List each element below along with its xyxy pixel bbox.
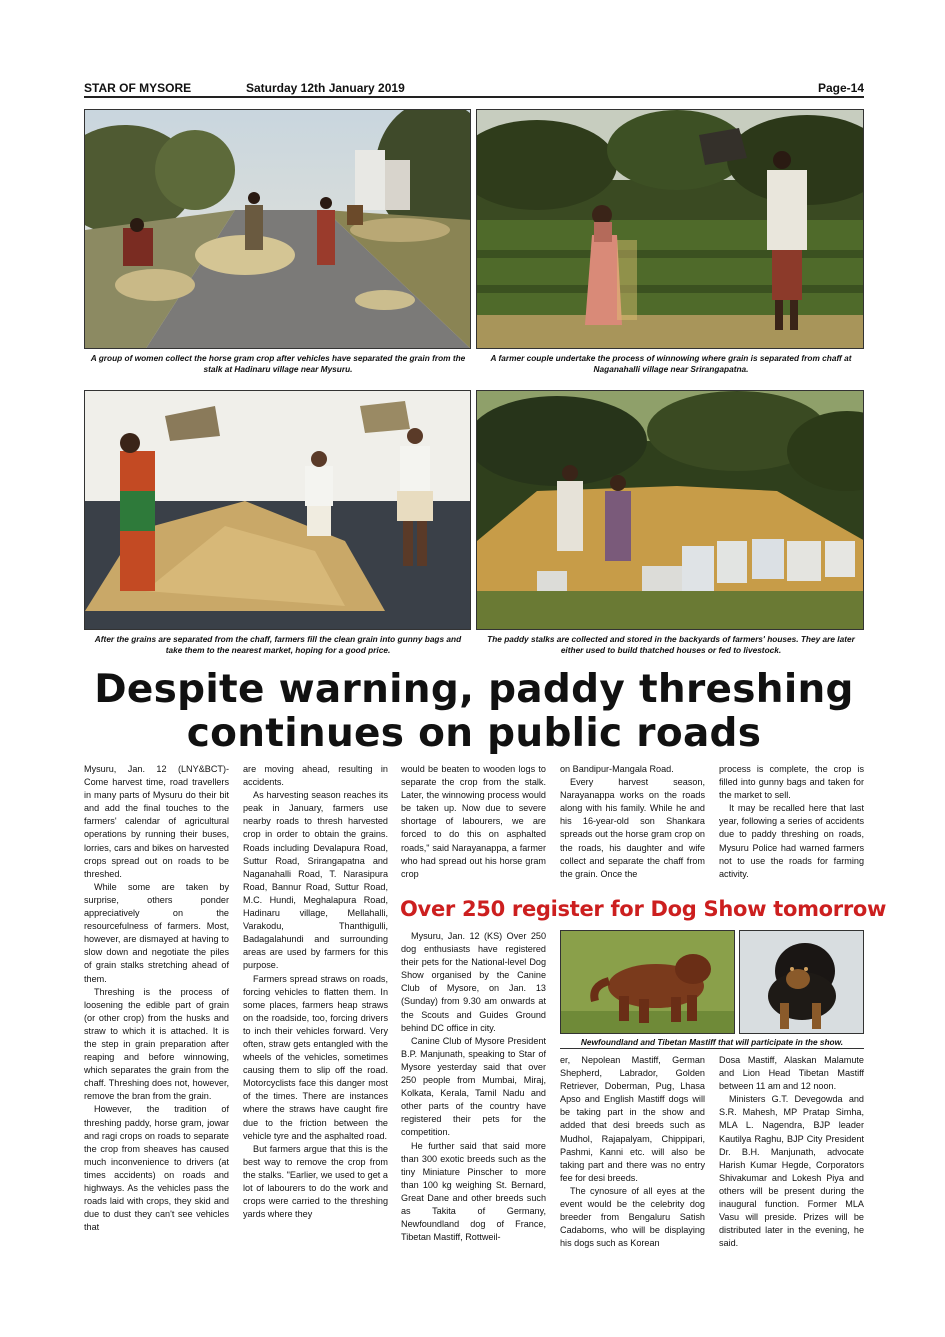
paragraph: er, Nepolean Mastiff, German Shepherd, Labrador, Golden Retriever, Doberman, Pug, Lhasa Apso and English Mastiff dogs will be taking part in the show and added that desi breeds such as Mudhol, Rajapalyam, Chippipari, Pashmi, Kanni etc. will also be taking part and there was no entry fee for desi breeds. (560, 1055, 705, 1183)
dog-article-column-1 (401, 930, 546, 1244)
paragraph: It may be recalled here that last year, following a series of accidents due to paddy threshing on roads, Mysuru Police had warned farmers not to use the roads for farming activity. (719, 803, 864, 879)
photo-caption-4: The paddy stalks are collected and stored in the backyards of farmers' houses. They are later either used to build thatched houses or fed to livestock. (487, 634, 855, 655)
dog-article-column-2 (560, 1054, 705, 1250)
paragraph: on Bandipur-Mangala Road. (560, 764, 674, 774)
caption-divider (560, 1048, 864, 1049)
dog-article-column-3 (719, 1054, 864, 1250)
photo-tibetan-mastiff (739, 930, 864, 1034)
masthead (84, 80, 864, 98)
article-column-4 (560, 763, 705, 881)
paragraph: He further said that said more than 300 exotic breeds such as the tiny Miniature Pinscher to more than 100 kg weighing St. Bernard, Great Dane and other breeds such as Takita of Germany, Newfoundland dog of France, Tibetan Mastiff, Rottweil- (401, 1140, 546, 1243)
paragraph: would be beaten to wooden logs to separate the crop from the stalk. Later, the winnowing process would be taken up. Now due to severe shortage of labourers, we are forced to do this on asphalted roads," said Narayanappa, a farmer who had spread out his horse gram crop (401, 764, 546, 879)
issue-date: Saturday 12th January 2019 (246, 81, 405, 95)
paragraph: However, the tradition of threshing paddy, horse gram, jowar and ragi crops on roads to separate the crop from sheaves has caused much inconvenience to drivers (at times accidents) on roads and highways. As the vehicles pass the roads laid with crops, they skid and due to dust they can't see vehicles that (84, 1104, 229, 1233)
article-column-5 (719, 763, 864, 881)
paragraph: are moving ahead, resulting in accidents. (243, 764, 388, 788)
article-headline: Despite warning, paddy threshing continues on public roads (94, 667, 854, 756)
article-column-1 (84, 763, 229, 1234)
photo-caption-2: A farmer couple undertake the process of winnowing where grain is separated from chaff at Naganahalli village near Srirangapatna. (490, 353, 852, 374)
paragraph: process is complete, the crop is filled into gunny bags and taken for the market to sell. (719, 764, 864, 801)
photo-winnowing-couple (476, 109, 864, 349)
paragraph: Mysuru, Jan. 12 (KS) Over 250 dog enthusiasts have registered their pets for the National-level Dog Show organised by the Canine Club of Mysore, on Jan. 13 (Sunday) from 9.30 am onwards at the Scouts and Guides Ground behind DC office in city. (401, 931, 546, 1033)
paragraph: Every harvest season, Narayanappa works on the roads along with his family. While he and his 16-year-old son Shankara spreads out the horse gram crop on the roads, his daughter and wife collect and separate the chaff from the grain. Once the (560, 777, 705, 879)
paragraph: Mysuru, Jan. 12 (LNY&BCT)- Come harvest time, road travellers in many parts of Mysuru do their bit and add the final touches to the farmers' calendar of agricultural operations by running their buses, lorries, cars and bikes on harvested crops spread out on roads to be threshed. (84, 764, 229, 879)
photo-caption-1: A group of women collect the horse gram crop after vehicles have separated the grain from the stalk at Hadinaru village near Mysuru. (90, 353, 466, 374)
photo-road-threshing (84, 109, 471, 349)
article-column-3 (401, 763, 546, 881)
paragraph: Farmers spread straws on roads, forcing vehicles to flatten them. In some places, farmers heap straws on the roadside, too, forcing drivers to inch their vehicles forward. Very often, straw gets entangled with the wheels of the vehicles, sometimes causing them to slip off the road. Motorcyclists face this danger most of the times. There are instances where the straws have caught fire due to the friction between the vehicle tyre and the asphalted road. (243, 973, 388, 1141)
dog-photo-caption: Newfoundland and Tibetan Mastiff that will participate in the show. (580, 1037, 844, 1047)
paragraph: Dosa Mastiff, Alaskan Malamute and Lion Head Tibetan Mastiff between 11 am and 12 noon. (719, 1055, 864, 1092)
page-number: Page-14 (817, 81, 864, 95)
paragraph: While some are taken by surprise, others ponder appreciatively on the resourcefulness of farmers. Most, however, are dismayed at having to slow down and negotiate the piles of grain stalks stretching ahead of them. (84, 881, 229, 984)
article-column-2 (243, 763, 388, 1221)
photo-paddy-stalks (476, 390, 864, 630)
paragraph: Ministers G.T. Devegowda and S.R. Mahesh, MP Pratap Simha, MLA L. Nagendra, BJP leader Kautilya Raghu, BJP City President Dr. B.H. Manjunath, advocate Harish Kumar Hegde, Corporators Shivakumar and Lokesh Piya and others will be present during the inaugural function. Former MLA Vasu will preside. Prizes will be distributed later in the evening, he said. (719, 1094, 864, 1249)
paragraph: Canine Club of Mysore President B.P. Manjunath, speaking to Star of Mysore yesterday said that over 250 people from Mumbai, Miraj, Kolkata, Kerala, Tamil Nadu and other parts of the country have registered their pets for the competition. (401, 1035, 546, 1138)
paragraph: But farmers argue that this is the best way to remove the crop from the stalks. "Earlier, we used to get a lot of labourers to do the work and crops were carried to the threshing yards where they (243, 1143, 388, 1220)
paper-name: STAR OF MYSORE (84, 81, 192, 95)
photo-caption-3: After the grains are separated from the chaff, farmers fill the clean grain into gunny bags and take them to the nearest market, hoping for a good price. (94, 634, 462, 655)
paragraph: Threshing is the process of loosening the edible part of grain (or other crop) from the husks and straw to which it is attached. It is the step in grain preparation after reaping and before winnowing, which separates the grain from the chaff. Threshing does not, however, remove the bran from the grain. (84, 986, 229, 1102)
dog-show-headline: Over 250 register for Dog Show tomorrow (400, 897, 887, 921)
paragraph: The cynosure of all eyes at the event would be the celebrity dog breeder from Bengaluru Satish Cadaboms, who will be displaying his dogs such as Korean (560, 1185, 705, 1249)
photo-newfoundland (560, 930, 735, 1034)
photo-grain-heap (84, 390, 471, 630)
paragraph: As harvesting season reaches its peak in January, farmers use nearby roads to thresh harvested crop in order to obtain the grains. Roads including Devalapura Road, Suttur Road, Srirangapatna and Naganahalli Road, T. Narasipura Road, Bannur Road, Suttur Road, M.C. Hundi, Meghalapura Road, Hadinaru village, Mellahalli, Varakodu, Thanthigulli, Badagalahundi and surrounding areas are used by farmers for this purpose. (243, 790, 388, 971)
